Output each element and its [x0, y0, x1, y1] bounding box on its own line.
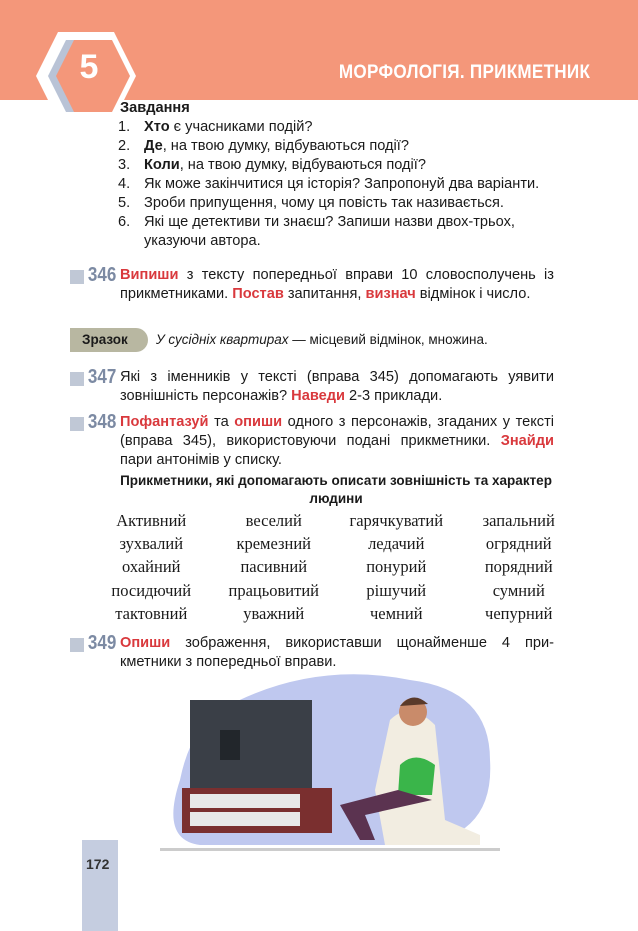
adjective-row: [90, 532, 580, 555]
text: та: [208, 414, 235, 430]
chapter-number: 5: [79, 48, 99, 86]
keyword: Випиши: [120, 267, 179, 283]
keyword: визнач: [365, 286, 416, 302]
adjective: кремезний: [236, 533, 312, 553]
task-item: [118, 118, 554, 137]
keyword: опиши: [234, 414, 283, 430]
adjective: чепурний: [485, 603, 553, 623]
task-item: [118, 137, 554, 156]
task-item: [118, 194, 554, 213]
text: 2-3 приклади.: [344, 388, 443, 404]
adjectives-title: Прикметники, які допомагають описати зовнішність та характер людини: [120, 473, 552, 506]
sample-italic: У сусідніх квартирах: [156, 332, 289, 347]
adjective: Активний: [116, 510, 187, 530]
illustration-man-watching-tv: [160, 670, 500, 855]
exercise-347: [70, 368, 554, 406]
adjective: порядний: [484, 557, 553, 577]
task-text: , на твою думку, відбуваються події?: [179, 157, 426, 173]
text: одного з персонажів, згаданих у тексті (вправа 345), використовуючи подані прикметники.: [120, 414, 554, 449]
keyword: Опиши: [120, 635, 171, 651]
sample-text: [156, 332, 488, 347]
adjective-row: [90, 556, 580, 579]
adjective: працьовитий: [228, 580, 319, 600]
task-number: 2.: [118, 138, 131, 154]
task-text: , на твою думку, відбуваються події?: [162, 138, 409, 154]
adjective: запальний: [482, 510, 555, 530]
text: Які з іменників у тексті (вправа 345) допомагають уявити зовнішність персонажів?: [120, 369, 554, 404]
task-number: 3.: [118, 157, 131, 173]
task-keyword: Коли: [144, 157, 180, 173]
task-item: [118, 213, 554, 251]
adjective: веселий: [245, 510, 302, 530]
sample-label: Зразок: [70, 328, 148, 352]
text: запитання,: [283, 286, 366, 302]
exercise-349: [70, 634, 554, 672]
adjective: гарячкуватий: [349, 510, 444, 530]
text: зображення, використавши щонайменше 4 прикметники з попередньої вправи.: [120, 635, 554, 670]
task-text: Зроби припущення, чому ця повість так називається.: [144, 195, 504, 211]
task-number: 6.: [118, 214, 131, 230]
page-number: 172: [86, 856, 110, 872]
adjective: рішучий: [366, 580, 427, 600]
task-keyword: Хто: [144, 119, 170, 135]
task-text: Які ще детективи ти знаєш? Запиши назви двох-трьох, указуючи автора.: [144, 214, 515, 249]
adjective: пасивний: [240, 557, 308, 577]
exercise-number: 347: [87, 366, 117, 388]
adjective: понурий: [366, 557, 427, 577]
adjective: тактовний: [115, 603, 188, 623]
sample-rest: — місцевий відмінок, множина.: [288, 332, 488, 347]
adjective: огрядний: [485, 533, 552, 553]
keyword: Постав: [232, 286, 284, 302]
adjective: охайний: [121, 557, 181, 577]
text: з тексту попередньої вправи 10 словосполучень із прикметниками.: [120, 267, 554, 302]
chapter-title: МОРФОЛОГІЯ. ПРИКМЕТНИК: [338, 62, 590, 83]
exercise-348: [70, 413, 554, 470]
adjective: чемний: [369, 603, 423, 623]
task-text: є учасниками подій?: [169, 119, 313, 135]
keyword: Пофантазуй: [120, 414, 209, 430]
adjective: сумний: [492, 580, 545, 600]
exercise-number: 348: [87, 411, 117, 433]
task-item: [118, 175, 554, 194]
exercise-346: [70, 266, 554, 304]
text: відмінок і число.: [415, 286, 531, 302]
adjective: уважний: [243, 603, 305, 623]
task-keyword: Де: [144, 138, 163, 154]
tasks-list: [118, 118, 554, 251]
adjective: зухвалий: [119, 533, 184, 553]
adjective-row: [90, 509, 580, 532]
task-text: Як може закінчитися ця історія? Запропонуй два варіанти.: [144, 176, 540, 192]
adjective: посидючий: [111, 580, 192, 600]
adjectives-table: [90, 509, 580, 625]
page-margin-strip: [82, 840, 118, 931]
keyword: Наведи: [291, 388, 345, 404]
text: пари антонімів у списку.: [120, 452, 282, 468]
keyword: Знайди: [500, 433, 554, 449]
tasks-title: Завдання: [120, 100, 190, 116]
task-number: 4.: [118, 176, 131, 192]
adjective-row: [90, 602, 580, 625]
task-number: 1.: [118, 119, 131, 135]
task-number: 5.: [118, 195, 131, 211]
task-item: [118, 156, 554, 175]
adjective-row: [90, 579, 580, 602]
exercise-number: 349: [87, 632, 117, 654]
exercise-number: 346: [87, 264, 117, 286]
adjective: ледачий: [368, 533, 425, 553]
